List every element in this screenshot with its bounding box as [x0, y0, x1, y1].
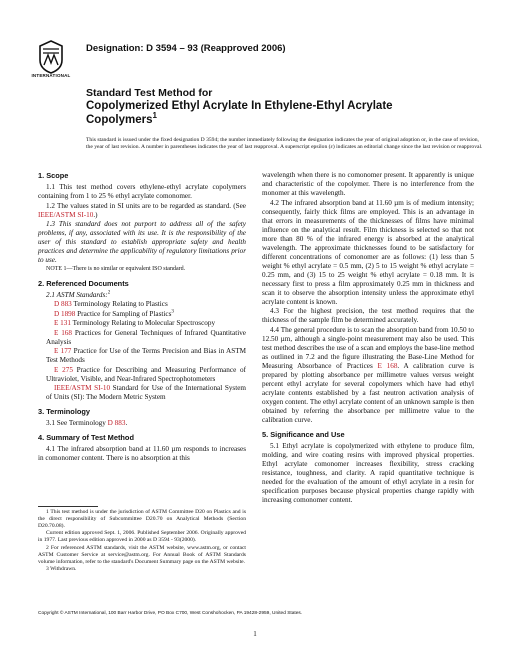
copyright: Copyright © ASTM International, 100 Barr Harbor Drive, PO Box C700, West Conshohocken, PA 19428-2959, United States. — [38, 611, 303, 616]
left-column — [38, 171, 246, 464]
section-heading-terminology: 3. Terminology — [38, 407, 91, 417]
title-line-2: Copolymerized Ethyl Acrylate In Ethylene-Ethyl Acrylate — [86, 100, 393, 112]
link-e275[interactable]: E 275 — [54, 365, 73, 374]
link-ieee-astm-si10[interactable]: IEEE/ASTM SI-10 — [54, 384, 111, 393]
paragraph-4-4: 4.4 The general procedure is to scan the absorption band from 10.50 to 12.50 µm, although a single-point measurement may also be used. This test method describes the use of a scan and employs the base-line method as outlined in 7.2 and the figure illustrating the Base-Line Method for Measuring Absorbance of Practices E 168. A calibration curve is prepared by plotting absorbance per millimetre values versus weight percent ethyl acrylate for several copolymers which have had ethyl acrylate contents established by a fast neutron activation analysis of oxygen content. The ethyl acrylate content of an unknown sample is then obtained by referring the absorbance per millimetre value to the calibration curve. — [262, 325, 475, 424]
link-d883-terminology[interactable]: D 883 — [107, 419, 126, 428]
footnote-2: 2 For referenced ASTM standards, visit the ASTM website, www.astm.org, or contact ASTM Customer Service at service@astm.org. For Annual Book of ASTM Standards volume information, refer to the standard's Document Summary page on the ASTM website. — [38, 544, 246, 565]
note-1: NOTE 1—There is no similar or equivalent ISO standard. — [46, 266, 186, 272]
link-e168[interactable]: E 168 — [54, 328, 72, 337]
reference-item: E 131 Terminology Relating to Molecular Spectroscopy — [54, 319, 216, 328]
reference-item: IEEE/ASTM SI-10 Standard for Use of the International System of Units (SI): The Modern Metric System — [46, 384, 246, 402]
link-e168-inline[interactable]: E 168 — [377, 361, 398, 370]
paragraph-4-1-continued: wavelength when there is no comonomer present. It apparently is unique and characteristic of the copolymer. There is no interference from the monomer at this wavelength. — [262, 171, 474, 197]
link-ieee-si10[interactable]: IEEE/ASTM SI-10 — [38, 210, 94, 219]
issuance-notice: This standard is issued under the fixed designation D 3594; the number immediately following the designation indicates the year of original adoption or, in the case of revision, the year of last revision. A number in parentheses indicates the year of last reapproval. A superscript epsilon (ε) indicates an editorial change since the last revision or reapproval. — [86, 137, 483, 150]
paragraph-1-2: 1.2 The values stated in SI units are to be regarded as standard. (See IEEE/ASTM SI-10.) — [38, 201, 246, 219]
right-column — [262, 171, 474, 505]
document-title — [86, 87, 486, 127]
title-footnote-mark: 1 — [152, 110, 157, 120]
section-heading-significance: 5. Significance and Use — [262, 429, 345, 439]
title-line-3: Copolymers$^1$ — [86, 110, 157, 126]
designation: Designation: D 3594 – 93 (Reapproved 2006) — [86, 43, 286, 54]
paragraph-4-3: 4.3 For the highest precision, the test method requires that the thickness of the sample film be determined accurately. — [262, 307, 474, 324]
paragraph-1-1: 1.1 This test method covers ethylene-ethyl acrylate copolymers containing from 1 to 25 % ethyl acrylate comonomer. — [38, 183, 246, 200]
reference-item: E 275 Practice for Describing and Measuring Performance of Ultraviolet, Visible, and Near-Infrared Spectrophotometers — [46, 365, 247, 383]
link-e131[interactable]: E 131 — [54, 319, 71, 328]
footnote-1b: Current edition approved Sept. 1, 2006. Published September 2006. Originally approved in 1977. Last previous edition approved in 2000 as D 3594 - 93(2000). — [38, 530, 246, 544]
title-line-1: Standard Test Method for — [86, 87, 213, 99]
reference-item: E 168 Practices for General Techniques of Infrared Quantitative Analysis — [46, 328, 246, 346]
paragraph-1-3: 1.3 This standard does not purport to address all of the safety problems, if any, associated with its use. It is the responsibility of the user of this standard to establish appropriate safety and health practices and determine the applicability of regulatory limitations prior to use. — [38, 220, 246, 264]
section-heading-scope: 1. Scope — [38, 171, 69, 180]
reference-item: D 883 Terminology Relating to Plastics — [54, 300, 168, 309]
page-number: 1 — [253, 630, 257, 638]
paragraph-4-2: 4.2 The infrared absorption band at 11.60 µm is of medium intensity; consequently, fairly thick films are employed. This is an advantage in that errors in measurements of the thicknesses of films have minimal influence on the analytical result. Film thickness is selected so that not more than 80 % of the infrared energy is absorbed at the analytical wavelength. The approximate thicknesses found to be satisfactory for different concentrations of comonomer are as follows: (1) less than 5 weight % ethyl acrylate = 0.5 mm, (2) 5 to 15 weight % ethyl acrylate = 0.25 mm, and (3) 15 to 25 weight % ethyl acrylate = 0.18 mm. It is necessary first to press a film approximately 0.25 mm in thickness and scan it to observe the absorption intensity unless the approximate ethyl acrylate content is known. — [262, 198, 474, 306]
link-d1898[interactable]: D 1898 — [54, 309, 76, 318]
logo-text: INTERNATIONAL — [31, 73, 71, 78]
section-heading-summary: 4. Summary of Test Method — [38, 433, 134, 443]
astm-logo-icon — [38, 40, 64, 74]
link-e177[interactable]: E 177 — [54, 347, 72, 356]
footnotes — [38, 509, 246, 574]
reference-item: E 177 Practice for Use of the Terms Precision and Bias in ASTM Test Methods — [46, 347, 246, 365]
footnote-divider — [38, 506, 98, 507]
link-d883[interactable]: D 883 — [54, 300, 72, 309]
footnote-3: 3 Withdrawn. — [46, 566, 77, 573]
paragraph-2-1: 2.1 ASTM Standards:$^2$ — [46, 290, 111, 299]
footnote-1: 1 This test method is under the jurisdiction of ASTM Committee D20 on Plastics and is the direct responsibility of Subcommittee D20.70 on Analytical Methods (Section D20.70.08). — [38, 509, 246, 529]
reference-item: D 1898 Practice for Sampling of Plastics$^3$ — [54, 309, 174, 318]
section-heading-referenced-documents: 2. Referenced Documents — [38, 278, 129, 288]
paragraph-3-1: 3.1 See Terminology D 883. — [46, 419, 128, 428]
paragraph-4-1: 4.1 The infrared absorption band at 11.60 µm responds to increases in comonomer content. There is no absorption at this — [38, 445, 246, 463]
paragraph-5-1: 5.1 Ethyl acrylate is copolymerized with ethylene to produce film, molding, and wire coating resins with improved physical properties. Ethyl acrylate comonomer increases flexibility, stress cracking resistance, toughness, and clarity. A rapid quantitative technique is needed for the evaluation of the amount of ethyl acrylate in a resin for specification purposes because physical properties change rapidly with increasing comonomer content. — [262, 441, 474, 504]
